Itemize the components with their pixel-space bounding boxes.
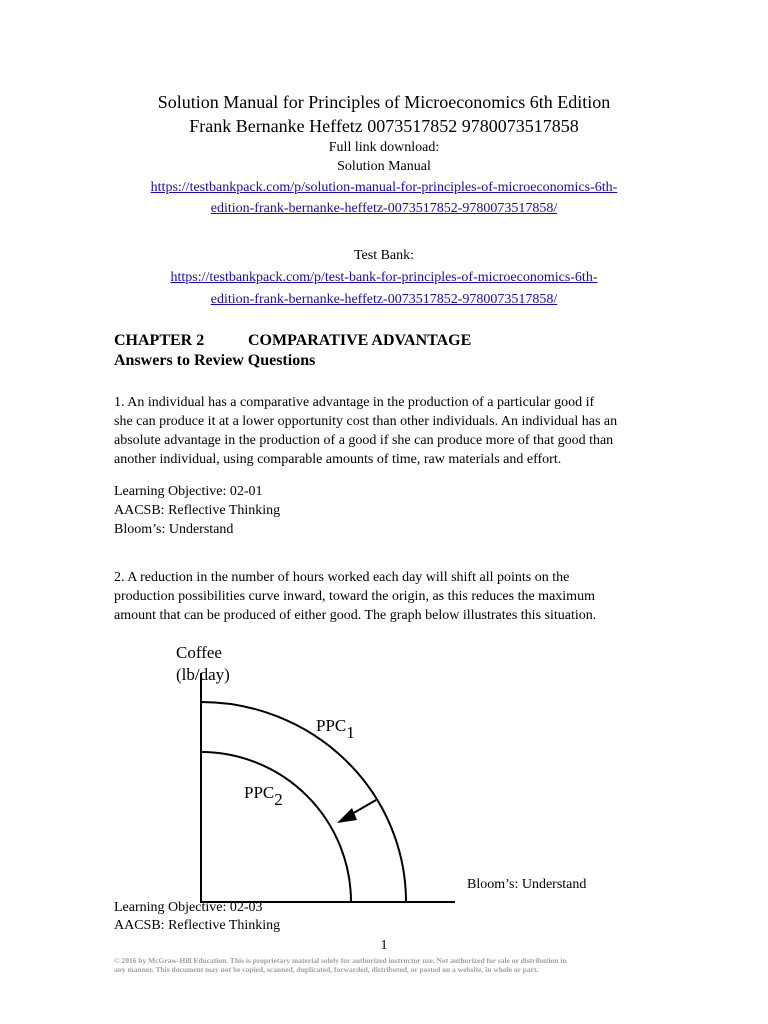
page-number: 1: [380, 938, 388, 953]
full-link-label: Full link download:: [328, 140, 440, 155]
solution-manual-link-cont[interactable]: [0, 199, 768, 218]
solution-url-line1[interactable]: https://testbankpack.com/p/solution-manual-for-principles-of-microeconomics-6th-: [150, 180, 618, 195]
testbank-url-line2[interactable]: edition-frank-bernanke-heffetz-0073517852-9780073517858/: [210, 292, 558, 307]
q1-learning-objective: Learning Objective: 02-01: [114, 484, 263, 499]
chapter-subtitle: Answers to Review Questions: [114, 352, 316, 369]
ppc-graph: [0, 630, 768, 920]
q2-line1: 2. A reduction in the number of hours worked each day will shift all points on the: [114, 570, 570, 585]
q2-aacsb: AACSB: Reflective Thinking: [114, 918, 281, 933]
chapter-title: COMPARATIVE ADVANTAGE: [248, 332, 472, 349]
solution-manual-label: Solution Manual: [337, 159, 431, 174]
test-bank-link[interactable]: [0, 268, 768, 287]
q1-meta: [114, 482, 674, 539]
ppc2-curve: [201, 752, 351, 902]
q2-paragraph: [114, 568, 674, 625]
q2-learning-objective: Learning Objective: 02-03: [114, 900, 263, 915]
document-title-line2: Frank Bernanke Heffetz 0073517852 9780073517858: [189, 116, 579, 136]
solution-url-line2[interactable]: edition-frank-bernanke-heffetz-0073517852-9780073517858/: [210, 201, 558, 216]
q1-paragraph: [114, 393, 674, 469]
q1-aacsb: AACSB: Reflective Thinking: [114, 503, 281, 518]
q1-line4: another individual, using comparable amounts of time, raw materials and effort.: [114, 452, 562, 467]
testbank-url-line1[interactable]: https://testbankpack.com/p/test-bank-for-principles-of-microeconomics-6th-: [170, 270, 598, 285]
graph-ylabel-line2: (lb/day): [176, 665, 230, 684]
ppc2-label: PPC2: [244, 783, 283, 809]
copyright-line2: any manner. This document may not be copied, scanned, duplicated, forwarded, distributed, or posted on a website, in whole or part.: [114, 965, 539, 974]
q2-line2: production possibilities curve inward, toward the origin, as this reduces the maximum: [114, 589, 595, 604]
copyright-footer: [114, 956, 654, 974]
ppc2-subscript: 2: [274, 790, 283, 809]
ppc1-label: PPC1: [316, 716, 355, 742]
solution-manual-link[interactable]: [0, 178, 768, 197]
shift-arrow-head: [337, 808, 357, 823]
q1-line1: 1. An individual has a comparative advantage in the production of a particular good if: [114, 395, 595, 410]
q2-line3: amount that can be produced of either good. The graph below illustrates this situation.: [114, 608, 597, 623]
ppc1-subscript: 1: [346, 723, 355, 742]
q1-line2: she can produce it at a lower opportunity cost than other individuals. An individual has an: [114, 414, 618, 429]
graph-ylabel-line1: Coffee: [176, 643, 222, 662]
chapter-number: CHAPTER 2: [114, 332, 205, 349]
q1-bloom: Bloom’s: Understand: [114, 522, 234, 537]
q2-bloom: Bloom’s: Understand: [467, 877, 587, 892]
test-bank-label: Test Bank:: [353, 248, 415, 263]
ppc1-curve: [201, 702, 406, 902]
copyright-line1: © 2016 by McGraw-Hill Education. This is proprietary material solely for authorized instructor use. Not authorized for sale or distribution in: [114, 956, 567, 965]
test-bank-link-cont[interactable]: [0, 290, 768, 309]
q1-line3: absolute advantage in the production of a good if she can produce more of that good than: [114, 433, 614, 448]
document-title-line1: Solution Manual for Principles of Microeconomics 6th Edition: [157, 92, 611, 112]
